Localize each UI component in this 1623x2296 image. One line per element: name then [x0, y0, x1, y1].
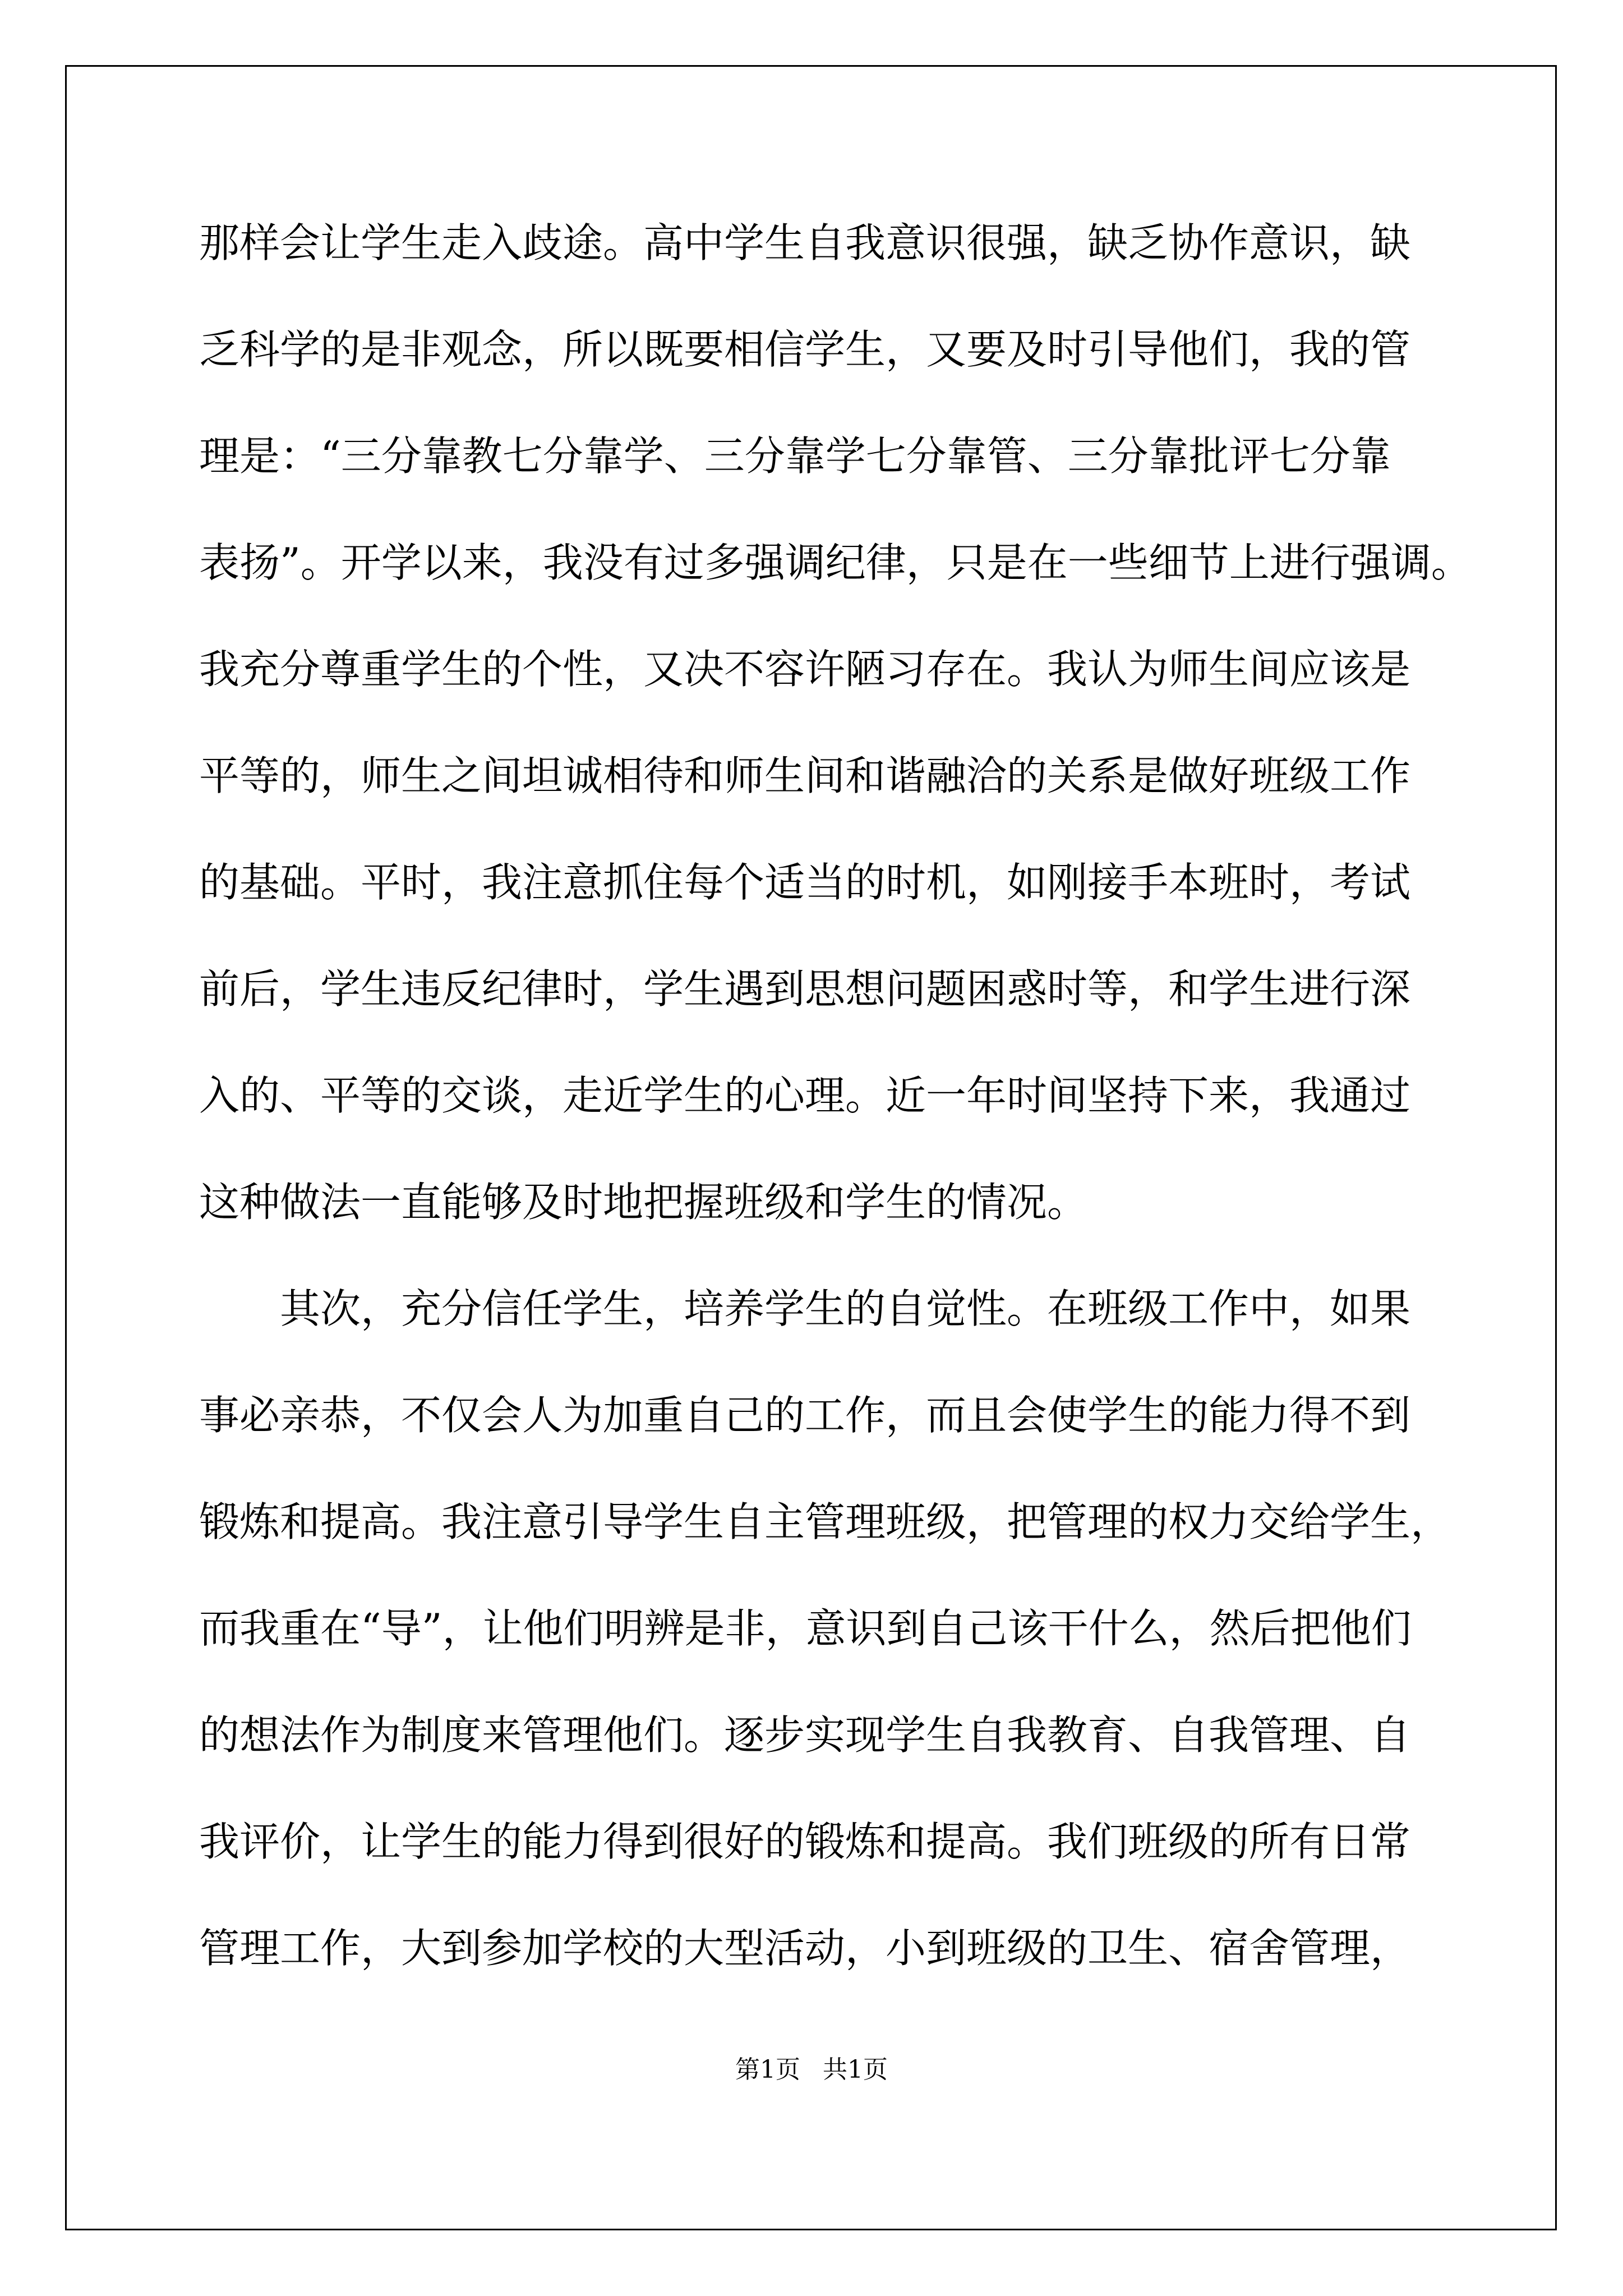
- text-line-14: 而我重在“导”，让他们明辨是非，意识到自己该干什么，然后把他们: [199, 1605, 1412, 1652]
- text-line-7: 的基础。平时，我注意抓住每个适当的时机，如刚接手本班时，考试: [199, 859, 1411, 906]
- text-line-8: 前后，学生违反纪律时，学生遇到思想问题困惑时等，和学生进行深: [199, 965, 1411, 1013]
- text-line-4: 表扬”。开学以来，我没有过多强调纪律，只是在一些细节上进行强调。: [199, 539, 1472, 586]
- page-total: 共1页: [823, 2055, 888, 2084]
- text-line-15: 的想法作为制度来管理他们。逐步实现学生自我教育、自我管理、自: [199, 1711, 1411, 1759]
- text-line-11: 其次，充分信任学生，培养学生的自觉性。在班级工作中，如果: [199, 1285, 1411, 1332]
- text-line-3: 理是：“三分靠教七分靠学、三分靠学七分靠管、三分靠批评七分靠: [199, 432, 1391, 480]
- text-line-9: 入的、平等的交谈，走近学生的心理。近一年时间坚持下来，我通过: [199, 1072, 1411, 1119]
- text-line-2: 乏科学的是非观念，所以既要相信学生，又要及时引导他们，我的管: [199, 326, 1411, 373]
- text-line-12: 事必亲恭，不仅会人为加重自己的工作，而且会使学生的能力得不到: [199, 1392, 1411, 1439]
- text-line-5: 我充分尊重学生的个性，又决不容许陋习存在。我认为师生间应该是: [199, 646, 1411, 693]
- text-line-16: 我评价，让学生的能力得到很好的锻炼和提高。我们班级的所有日常: [199, 1818, 1411, 1865]
- page-number: 第1页: [735, 2055, 800, 2084]
- text-line-1: 那样会让学生走入歧途。高中学生自我意识很强，缺乏协作意识，缺: [199, 219, 1411, 266]
- document-body: [199, 190, 1472, 2001]
- text-line-10: 这种做法一直能够及时地把握班级和学生的情况。: [199, 1179, 1088, 1226]
- text-line-17: 管理工作，大到参加学校的大型活动，小到班级的卫生、宿舍管理，: [199, 1925, 1411, 1972]
- page-footer: [0, 2053, 1623, 2087]
- text-line-6: 平等的，师生之间坦诚相待和师生间和谐融洽的关系是做好班级工作: [199, 752, 1411, 799]
- text-line-13: 锻炼和提高。我注意引导学生自主管理班级，把管理的权力交给学生，: [199, 1498, 1451, 1545]
